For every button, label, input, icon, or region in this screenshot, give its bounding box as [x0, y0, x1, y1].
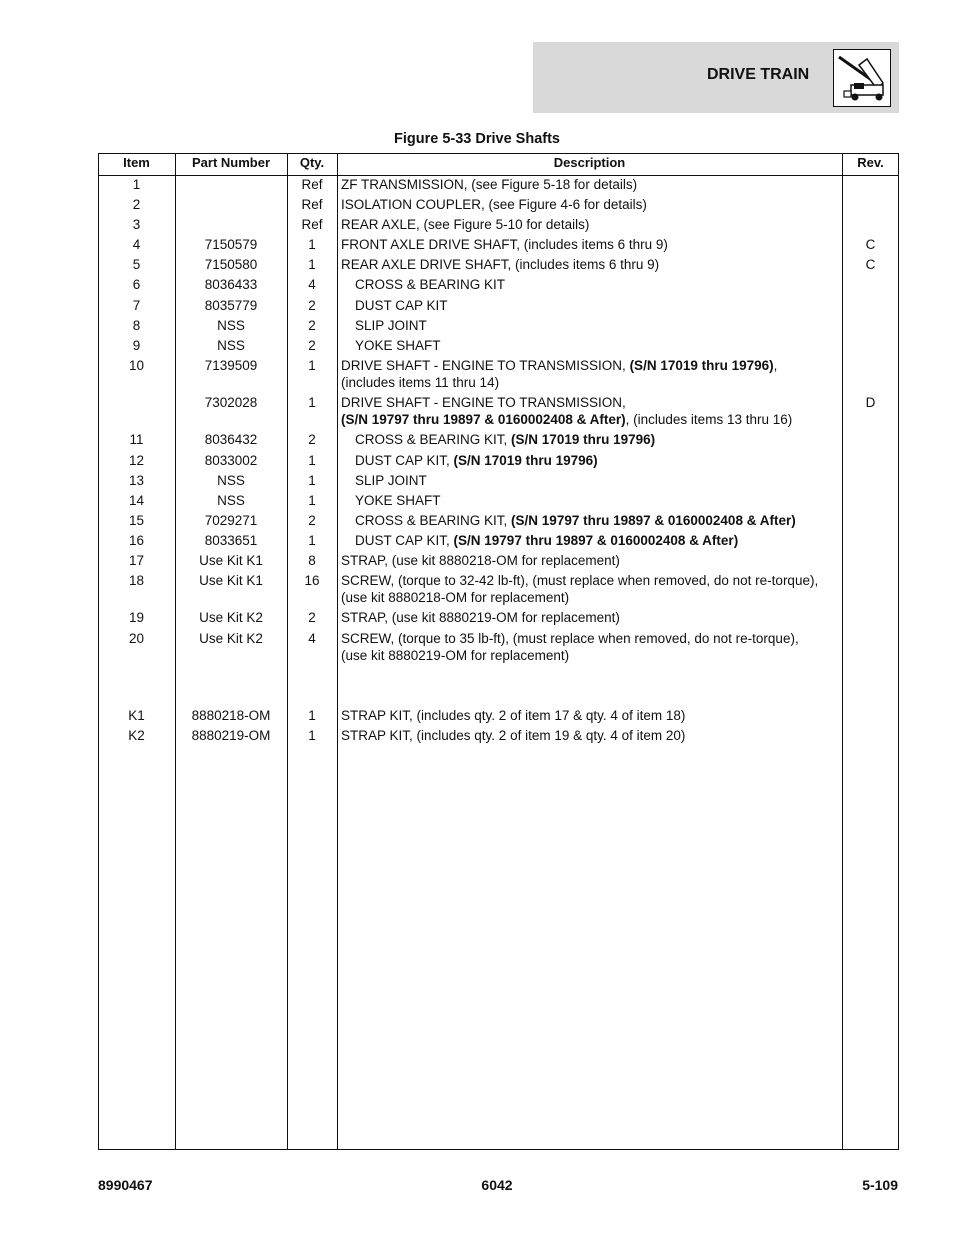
description-cell	[355, 452, 841, 469]
description-cell	[355, 512, 841, 529]
item-cell: K1	[128, 708, 145, 723]
parts-table	[98, 153, 899, 1150]
description-text: (use kit 8880218-OM for replacement)	[341, 590, 570, 605]
serial-range-text: (S/N 17019 thru 19796)	[629, 358, 774, 373]
description-text: YOKE SHAFT	[355, 493, 441, 508]
description-cell	[341, 196, 841, 213]
description-text: YOKE SHAFT	[355, 338, 441, 353]
description-text: STRAP, (use kit 8880219-OM for replacement)	[341, 610, 620, 625]
description-cell	[341, 630, 841, 664]
part-number-cell: Use Kit K1	[199, 553, 263, 568]
item-cell: 8	[132, 318, 141, 333]
qty-cell: 1	[308, 453, 316, 468]
column-divider	[842, 153, 843, 1150]
item-cell: 16	[128, 533, 145, 548]
description-text: ISOLATION COUPLER, (see Figure 4-6 for details)	[341, 197, 647, 212]
part-number-cell: NSS	[217, 473, 245, 488]
item-cell: 18	[128, 573, 145, 588]
part-number-cell: NSS	[217, 318, 245, 333]
header-item: Item	[123, 155, 150, 170]
description-cell	[341, 707, 841, 724]
qty-cell: 2	[308, 338, 316, 353]
description-text: DUST CAP KIT,	[355, 533, 454, 548]
item-cell: 3	[132, 217, 141, 232]
qty-cell: Ref	[301, 177, 323, 192]
qty-cell: 1	[308, 533, 316, 548]
description-text: DRIVE SHAFT - ENGINE TO TRANSMISSION,	[341, 395, 626, 410]
part-number-cell: 7302028	[204, 395, 258, 410]
serial-range-text: (S/N 19797 thru 19897 & 0160002408 & After)	[511, 513, 796, 528]
description-text: ZF TRANSMISSION, (see Figure 5-18 for details)	[341, 177, 638, 192]
description-text: SLIP JOINT	[355, 473, 427, 488]
item-cell: 4	[132, 237, 141, 252]
description-text: (includes items 11 thru 14)	[341, 375, 500, 390]
qty-cell: 2	[308, 318, 316, 333]
description-cell	[341, 552, 841, 569]
part-number-cell: Use Kit K2	[199, 610, 263, 625]
header-part-number: Part Number	[191, 155, 271, 170]
part-number-cell: 8033651	[204, 533, 258, 548]
qty-cell: 1	[308, 257, 316, 272]
part-number-cell: Use Kit K2	[199, 631, 263, 646]
qty-cell: 1	[308, 493, 316, 508]
qty-cell: 4	[308, 277, 316, 292]
description-text: CROSS & BEARING KIT,	[355, 432, 512, 447]
description-text: , (includes items 13 thru 16)	[625, 412, 793, 427]
description-text: STRAP KIT, (includes qty. 2 of item 19 & qty. 4 of item 20)	[341, 728, 686, 743]
qty-cell: 1	[308, 708, 316, 723]
description-text: ,	[773, 358, 778, 373]
column-divider	[337, 153, 338, 1150]
item-cell: 7	[132, 298, 141, 313]
part-number-cell: 7150579	[204, 237, 258, 252]
description-cell	[355, 532, 841, 549]
serial-range-text: (S/N 19797 thru 19897 & 0160002408 & After)	[453, 533, 739, 548]
qty-cell: Ref	[301, 197, 323, 212]
part-number-cell: 8880218-OM	[191, 708, 271, 723]
description-text: SLIP JOINT	[355, 318, 427, 333]
part-number-cell: 8036432	[204, 432, 258, 447]
description-cell	[341, 609, 841, 626]
part-number-cell: 7139509	[204, 358, 258, 373]
description-text: SCREW, (torque to 35 lb-ft), (must replace when removed, do not re-torque),	[341, 631, 799, 646]
header-rev: Rev.	[857, 155, 884, 170]
description-cell	[341, 236, 841, 253]
part-number-cell: 8880219-OM	[191, 728, 271, 743]
footer-manual-number: 8990467	[98, 1177, 153, 1193]
part-number-cell: 8035779	[204, 298, 258, 313]
qty-cell: 2	[308, 298, 316, 313]
description-text: CROSS & BEARING KIT	[355, 277, 506, 292]
item-cell: 2	[132, 197, 141, 212]
description-cell	[341, 727, 841, 744]
description-text: DRIVE SHAFT - ENGINE TO TRANSMISSION,	[341, 358, 630, 373]
qty-cell: 1	[308, 728, 316, 743]
qty-cell: Ref	[301, 217, 323, 232]
item-cell: 17	[128, 553, 145, 568]
footer-page-number: 5-109	[862, 1177, 898, 1193]
part-number-cell: 8033002	[204, 453, 258, 468]
description-cell	[355, 297, 841, 314]
serial-range-text: (S/N 19797 thru 19897 & 0160002408 & After)	[341, 412, 626, 427]
qty-cell: 1	[308, 237, 316, 252]
item-cell: 11	[129, 432, 144, 447]
rev-cell: C	[865, 237, 876, 252]
description-text: FRONT AXLE DRIVE SHAFT, (includes items 6 thru 9)	[341, 237, 668, 252]
qty-cell: 2	[308, 610, 316, 625]
item-cell: 10	[128, 358, 145, 373]
description-text: REAR AXLE, (see Figure 5-10 for details)	[341, 217, 590, 232]
qty-cell: 1	[308, 395, 316, 410]
item-cell: 19	[128, 610, 145, 625]
item-cell: 15	[128, 513, 145, 528]
description-text: REAR AXLE DRIVE SHAFT, (includes items 6 thru 9)	[341, 257, 660, 272]
item-cell: 1	[132, 177, 141, 192]
description-text: DUST CAP KIT	[355, 298, 448, 313]
description-cell	[355, 317, 841, 334]
description-cell	[355, 431, 841, 448]
description-cell	[341, 256, 841, 273]
description-cell	[355, 492, 841, 509]
description-cell	[341, 572, 841, 606]
description-text: SCREW, (torque to 32-42 lb-ft), (must replace when removed, do not re-torque),	[341, 573, 819, 588]
header-qty: Qty.	[299, 155, 325, 170]
item-cell: 14	[128, 493, 145, 508]
description-text: DUST CAP KIT,	[355, 453, 454, 468]
qty-cell: 1	[308, 358, 316, 373]
item-cell: 6	[132, 277, 141, 292]
item-cell: 9	[132, 338, 141, 353]
header-description: Description	[553, 155, 626, 170]
description-text: STRAP, (use kit 8880218-OM for replacement)	[341, 553, 620, 568]
serial-range-text: (S/N 17019 thru 19796)	[453, 453, 598, 468]
qty-cell: 4	[308, 631, 316, 646]
figure-title: Figure 5-33 Drive Shafts	[394, 131, 560, 147]
qty-cell: 2	[308, 432, 316, 447]
rev-cell: D	[865, 395, 876, 410]
qty-cell: 1	[308, 473, 316, 488]
section-title: DRIVE TRAIN	[707, 66, 810, 83]
description-cell	[355, 276, 841, 293]
description-cell	[341, 357, 841, 391]
description-cell	[341, 176, 841, 193]
part-number-cell: NSS	[217, 493, 245, 508]
item-cell: 20	[128, 631, 145, 646]
part-number-cell: 7029271	[204, 513, 258, 528]
qty-cell: 2	[308, 513, 316, 528]
item-cell: K2	[128, 728, 145, 743]
qty-cell: 8	[308, 553, 316, 568]
part-number-cell: 7150580	[204, 257, 258, 272]
part-number-cell: NSS	[217, 338, 245, 353]
rev-cell: C	[865, 257, 876, 272]
boom-lift-icon	[833, 49, 891, 107]
description-text: STRAP KIT, (includes qty. 2 of item 17 & qty. 4 of item 18)	[341, 708, 686, 723]
item-cell: 13	[128, 473, 145, 488]
description-cell	[355, 472, 841, 489]
description-cell	[341, 394, 841, 428]
description-cell	[341, 216, 841, 233]
item-cell: 5	[132, 257, 141, 272]
description-text: CROSS & BEARING KIT,	[355, 513, 512, 528]
description-cell	[355, 337, 841, 354]
item-cell: 12	[128, 453, 145, 468]
part-number-cell: 8036433	[204, 277, 258, 292]
qty-cell: 16	[304, 573, 320, 588]
description-text: (use kit 8880219-OM for replacement)	[341, 648, 570, 663]
part-number-cell: Use Kit K1	[199, 573, 263, 588]
serial-range-text: (S/N 17019 thru 19796)	[511, 432, 656, 447]
footer-model: 6042	[481, 1177, 513, 1193]
